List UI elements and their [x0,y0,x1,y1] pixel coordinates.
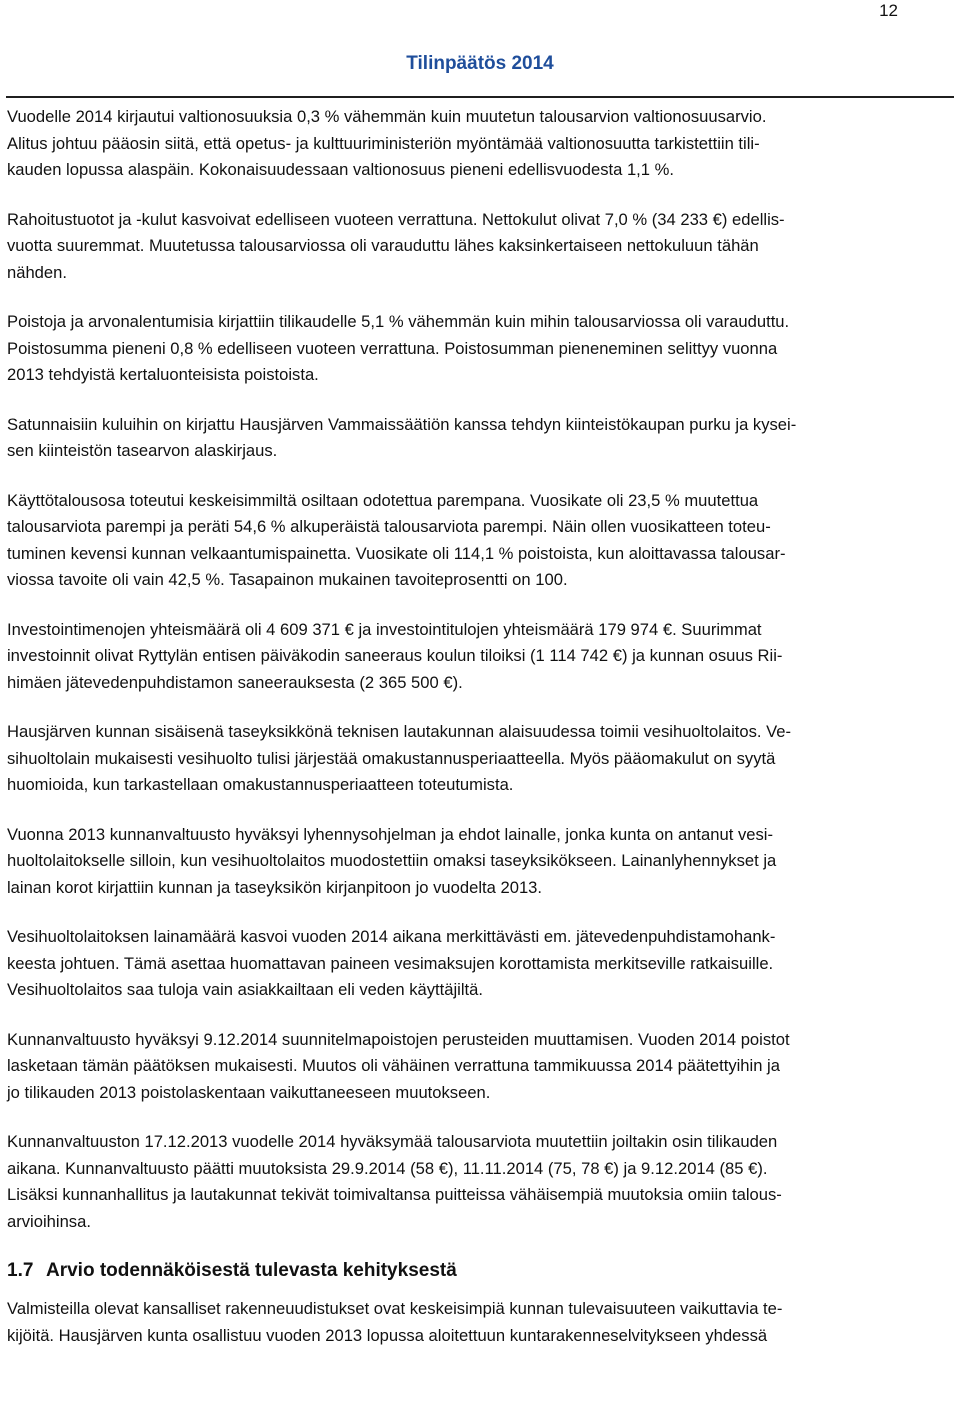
section-number: 1.7 [7,1260,34,1281]
paragraph-line: lainan korot kirjattiin kunnan ja taseyksikön kirjanpitoon jo vuodelta 2013. [7,877,543,897]
paragraph-line: Poistosumma pieneni 0,8 % edelliseen vuoteen verrattuna. Poistosumman pieneneminen selittyy vuonna [7,338,778,358]
paragraph-line: Kunnanvaltuusto hyväksyi 9.12.2014 suunnitelmapoistojen perusteiden muuttamisen. Vuoden 2014 poistot [7,1029,790,1049]
paragraph-line: 2013 tehdyistä kertaluonteisista poistoista. [7,365,319,384]
section-paragraph [7,1296,947,1349]
paragraph-line: Rahoitustuotot ja -kulut kasvoivat edelliseen vuoteen verrattuna. Nettokulut olivat 7,0 % (34 233 €) edellis- [7,209,785,229]
body-paragraph [7,412,947,465]
paragraph-line: Kunnanvaltuuston 17.12.2013 vuodelle 2014 hyväksymää talousarviota muutettiin joiltakin osin tilikauden [7,1132,778,1151]
body-paragraph [7,719,947,799]
section-heading [7,1258,947,1284]
body-paragraph [7,822,947,902]
paragraph-line: Investointimenojen yhteismäärä oli 4 609 371 € ja investointitulojen yhteismäärä 179 974 €. Suurimmat [7,619,762,639]
body-paragraph [7,207,947,287]
document-body [7,104,947,1372]
body-paragraph [7,1027,947,1107]
page-header-title: Tilinpäätös 2014 [406,53,554,74]
paragraph-line: sihuoltolain mukaisesti vesihuolto tulisi järjestää omakustannusperiaatteella. Myös pääomakulut on syytä [7,748,776,768]
paragraph-line: talousarviota parempi ja peräti 54,6 % alkuperäistä talousarviota parempi. Näin ollen vuosikatteen toteu- [7,517,771,536]
body-paragraph [7,924,947,1004]
paragraph-line: nähden. [7,262,67,282]
section-title: Arvio todennäköisestä tulevasta kehityksestä [46,1260,457,1281]
paragraph-line: huomioida, kun tarkastellaan omakustannusperiaatteen toteutumista. [7,775,514,794]
paragraph-line: investoinnit olivat Ryttylän entisen päiväkodin saneeraus koulun tiloiksi (1 114 742 €) ja kunnan osuus Rii- [7,646,783,665]
paragraph-line: himäen jätevedenpuhdistamon saneerauksesta (2 365 500 €). [7,672,463,692]
paragraph-list [7,104,947,1235]
paragraph-line: Vuodelle 2014 kirjautui valtionosuuksia 0,3 % vähemmän kuin muutetun talousarvion valtionosuusarvio. [7,107,767,126]
paragraph-line: Valmisteilla olevat kansalliset rakenneuudistukset ovat keskeisimpiä kunnan tulevaisuuteen vaikuttavia te- [7,1299,783,1318]
page-number: 12 [879,1,898,20]
paragraph-line: Poistoja ja arvonalentumisia kirjattiin tilikaudelle 5,1 % vähemmän kuin mihin talousarviossa oli varauduttu. [7,312,790,331]
paragraph-line: kijöitä. Hausjärven kunta osallistuu vuoden 2013 lopussa aloitettuun kuntarakenneselvitykseen yhdessä [7,1325,768,1345]
paragraph-line: Vesihuoltolaitos saa tuloja vain asiakkailtaan eli veden käyttäjiltä. [7,980,483,999]
body-paragraph [7,309,947,389]
paragraph-line: arvioihinsa. [7,1211,91,1231]
paragraph-line: Alitus johtuu pääosin siitä, että opetus- ja kulttuuriministeriön myöntämää valtionosuutta tarkistettiin tili- [7,133,760,153]
paragraph-line: vuotta suuremmat. Muutetussa talousarviossa oli varauduttu lähes kaksinkertaiseen nettokuluun tähän [7,236,759,255]
body-paragraph [7,617,947,697]
paragraph-line: sen kiinteistön tasearvon alaskirjaus. [7,441,278,460]
paragraph-line: Vesihuoltolaitoksen lainamäärä kasvoi vuoden 2014 aikana merkittävästi em. jätevedenpuhdistamohank- [7,927,776,946]
paragraph-line: jo tilikauden 2013 poistolaskentaan vaikuttaneeseen muutokseen. [7,1082,491,1102]
paragraph-line: Lisäksi kunnanhallitus ja lautakunnat tekivät toimivaltansa puitteissa vähäisempiä muutoksia omiin talous- [7,1185,782,1204]
paragraph-line: Hausjärven kunnan sisäisenä taseyksikkönä teknisen lautakunnan alaisuudessa toimii vesihuoltolaitos. Ve- [7,722,792,741]
paragraph-line: Vuonna 2013 kunnanvaltuusto hyväksyi lyhennysohjelman ja ehdot lainalle, jonka kunta on antanut vesi- [7,824,773,844]
paragraph-line: tuminen kevensi kunnan velkaantumispainetta. Vuosikate oli 114,1 % poistoista, kun aloittavassa talousar- [7,543,786,563]
paragraph-line: Käyttötalousosa toteutui keskeisimmiltä osiltaan odotettua parempana. Vuosikate oli 23,5 % muutettua [7,490,759,510]
paragraph-line: kauden lopussa alaspäin. Kokonaisuudessaan valtionosuus pieneni edellisvuodesta 1,1 %. [7,160,674,179]
paragraph-line: lasketaan tämän päätöksen mukaisesti. Muutos oli vähäinen verrattuna tammikuussa 2014 päätettyihin ja [7,1056,780,1075]
paragraph-line: aikana. Kunnanvaltuusto päätti muutoksista 29.9.2014 (58 €), 11.11.2014 (75, 78 €) ja 9.12.2014 (85 €). [7,1158,768,1178]
header-divider [6,96,954,98]
body-paragraph [7,104,947,184]
paragraph-line: viossa tavoite oli vain 42,5 %. Tasapainon mukainen tavoiteprosentti on 100. [7,570,568,589]
paragraph-line: Satunnaisiin kuluihin on kirjattu Hausjärven Vammaissäätiön kanssa tehdyn kiinteistökaupan purku ja kysei- [7,414,797,434]
paragraph-line: keesta johtuen. Tämä asettaa huomattavan paineen vesimaksujen korottamista merkitseville ratkaisuille. [7,953,774,973]
body-paragraph [7,488,947,594]
paragraph-line: huoltolaitokselle silloin, kun vesihuoltolaitos muodostettiin omaksi taseyksikökseen. Lainanlyhennykset ja [7,851,777,870]
body-paragraph [7,1129,947,1235]
